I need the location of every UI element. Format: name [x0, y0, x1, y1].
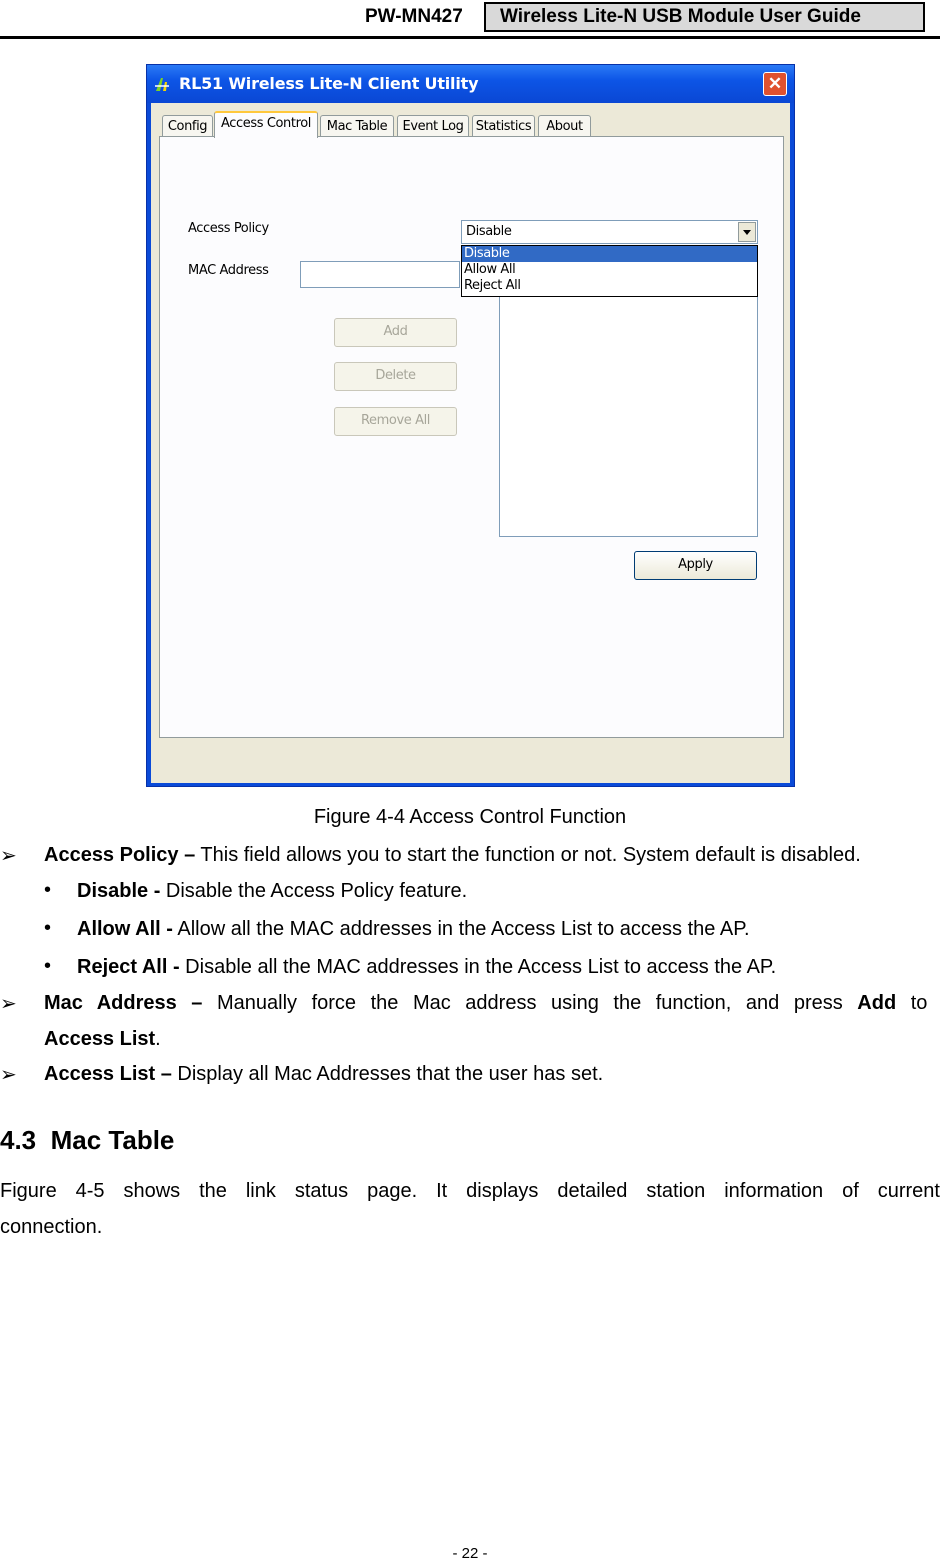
add-button[interactable]: Add — [334, 318, 457, 347]
access-policy-select[interactable] — [461, 220, 758, 244]
access-list-item — [44, 1062, 603, 1086]
reject-all-item — [77, 955, 776, 979]
utility-window — [146, 64, 795, 787]
dot-bullet-icon: • — [44, 917, 52, 939]
mac-address-input[interactable] — [300, 261, 460, 288]
item-term: Allow All - — [77, 918, 173, 940]
item-text: . — [155, 1028, 161, 1050]
arrow-bullet-icon: ➢ — [0, 845, 17, 867]
allow-all-item — [77, 917, 750, 941]
item-text: This field allows you to start the function or not. System default is disabled. — [195, 844, 861, 866]
dot-bullet-icon: • — [44, 955, 52, 977]
item-text: Disable the Access Policy feature. — [160, 880, 468, 902]
access-policy-item — [44, 843, 861, 867]
item-text: Display all Mac Addresses that the user has set. — [171, 1063, 604, 1085]
mac-address-item — [44, 991, 940, 1015]
dot-bullet-icon: • — [44, 879, 52, 901]
tab-access-control[interactable]: Access Control — [214, 111, 318, 138]
item-term: Reject All - — [77, 956, 180, 978]
item-term: Access List — [44, 1028, 156, 1050]
arrow-bullet-icon: ➢ — [0, 1064, 17, 1086]
section-heading — [0, 1125, 174, 1156]
mac-address-label: MAC Address — [188, 263, 269, 278]
arrow-bullet-icon: ➢ — [0, 993, 17, 1015]
tab-statistics[interactable]: Statistics — [472, 115, 535, 137]
header-guide-title: Wireless Lite-N USB Module User Guide — [484, 2, 925, 32]
access-policy-dropdown — [461, 245, 758, 297]
figure-caption: Figure 4-4 Access Control Function — [313, 806, 627, 828]
access-list-box[interactable] — [499, 258, 758, 537]
dialog-client — [151, 103, 790, 783]
remove-all-button[interactable]: Remove All — [334, 407, 457, 436]
delete-button[interactable]: Delete — [334, 362, 457, 391]
access-control-panel — [159, 136, 784, 738]
section-number: 4.3 — [0, 1125, 37, 1155]
item-add: Add — [857, 992, 897, 1014]
page-number: - 22 - — [452, 1545, 488, 1562]
header-model: PW-MN427 — [365, 6, 463, 27]
tab-event-log[interactable]: Event Log — [397, 115, 469, 137]
section-title: Mac Table — [50, 1125, 175, 1155]
item-text: Manually force the Mac address using the function, and press — [202, 992, 858, 1014]
mac-address-item-line2 — [44, 1027, 161, 1051]
tab-config[interactable]: Config — [162, 115, 213, 137]
item-term: Access List – — [44, 1063, 172, 1085]
chevron-down-icon[interactable] — [738, 222, 756, 242]
tab-about[interactable]: About — [538, 115, 591, 137]
option-allow-all[interactable]: Allow All — [464, 262, 516, 277]
paragraph-line-1: Figure 4-5 shows the link status page. It displays detailed station information of current — [0, 1180, 940, 1202]
title-bar[interactable] — [147, 65, 794, 103]
access-policy-value: Disable — [466, 224, 512, 239]
close-button[interactable]: ✕ — [763, 72, 787, 96]
item-term: Mac Address – — [44, 992, 203, 1014]
header-rule — [0, 36, 940, 39]
option-disable[interactable]: Disable — [462, 246, 757, 262]
item-term: Disable - — [77, 880, 161, 902]
paragraph-line-2: connection. — [0, 1216, 103, 1238]
page-header — [0, 0, 940, 40]
app-signal-icon — [154, 76, 170, 92]
item-text: Allow all the MAC addresses in the Access List to access the AP. — [172, 918, 750, 940]
access-policy-label: Access Policy — [188, 221, 269, 236]
apply-button[interactable]: Apply — [634, 551, 757, 580]
tab-mac-table[interactable]: Mac Table — [320, 115, 394, 137]
item-term: Access Policy – — [44, 844, 196, 866]
item-text-end: to — [896, 992, 928, 1014]
disable-item — [77, 879, 467, 903]
option-reject-all[interactable]: Reject All — [464, 278, 521, 293]
item-text: Disable all the MAC addresses in the Access List to access the AP. — [179, 956, 777, 978]
window-title: RL51 Wireless Lite-N Client Utility — [179, 74, 479, 93]
